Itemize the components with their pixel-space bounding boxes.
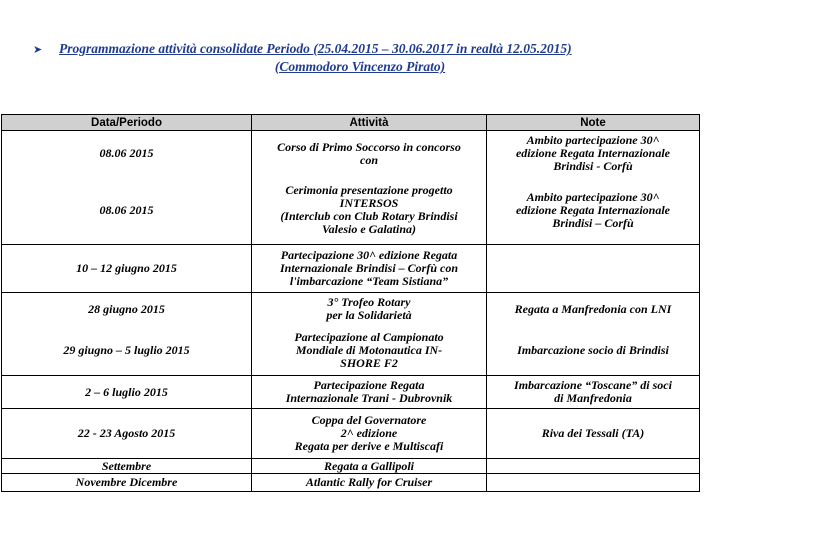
notes-line: Regata a Manfredonia con LNI (514, 301, 672, 316)
heading-subtitle: (Commodoro Vincenzo Pirato) (274, 59, 446, 74)
activity-line: Corso di Primo Soccorso in concorso (277, 139, 461, 154)
activity-line: Coppa del Governatore (311, 413, 427, 427)
notes-line: Brindisi – Corfù (552, 215, 634, 230)
table-row (2, 376, 700, 409)
activity-line: Partecipazione Regata (313, 378, 425, 392)
header-activity: Attività (252, 115, 487, 131)
notes-line: edizione Regata Internazionale (515, 146, 670, 161)
notes-cell (487, 326, 700, 376)
date-cell: 28 giugno 2015 (2, 293, 252, 326)
activity-cell (252, 131, 487, 177)
date-cell: Novembre Dicembre (2, 474, 252, 492)
activity-line: SHORE F2 (340, 355, 398, 370)
schedule-table (1, 114, 700, 492)
activity-cell (252, 459, 487, 474)
activity-cell (252, 177, 487, 245)
table-row (2, 474, 700, 492)
date-cell: 08.06 2015 (2, 177, 252, 245)
date-cell: 08.06 2015 (2, 131, 252, 177)
notes-cell (487, 474, 700, 492)
date-cell: 2 – 6 luglio 2015 (2, 376, 252, 409)
notes-line: Imbarcazione “Toscane” di soci (514, 378, 672, 392)
activity-cell (252, 376, 487, 409)
notes-line: Ambito partecipazione 30^ (526, 189, 660, 204)
activity-line: Regata a Gallipoli (324, 458, 414, 473)
date-cell: 29 giugno – 5 luglio 2015 (2, 326, 252, 376)
activity-line: Internazionale Trani - Dubrovnik (285, 391, 453, 405)
table-row (2, 409, 700, 459)
activity-line: Regata per derive e Multiscafi (294, 439, 444, 453)
activity-cell (252, 326, 487, 376)
notes-cell (487, 177, 700, 245)
activity-cell (252, 474, 487, 492)
header-date: Data/Periodo (2, 115, 252, 131)
table-row (2, 177, 700, 245)
notes-cell (487, 245, 700, 293)
table-row (2, 131, 700, 177)
notes-cell (487, 459, 700, 474)
activity-cell (252, 293, 487, 326)
notes-line: Brindisi - Corfù (553, 159, 633, 174)
notes-cell (487, 131, 700, 177)
activity-line: Internazionale Brindisi – Corfù con (279, 261, 459, 275)
activity-line: Mondiale di Motonautica IN- (295, 342, 443, 357)
activity-line: 3° Trofeo Rotary (327, 295, 411, 310)
notes-line: Imbarcazione socio di Brindisi (517, 342, 669, 357)
activity-line: Valesio e Galatina) (321, 222, 416, 237)
activity-line: per la Solidarietà (326, 308, 412, 323)
table-row (2, 326, 700, 376)
notes-cell (487, 376, 700, 409)
activity-line: Atlantic Rally for Cruiser (305, 475, 433, 489)
notes-cell (487, 293, 700, 326)
table-row (2, 245, 700, 293)
notes-line: Ambito partecipazione 30^ (526, 133, 660, 148)
table-row (2, 293, 700, 326)
activity-line: 2^ edizione (340, 426, 398, 440)
date-cell: 10 – 12 giugno 2015 (2, 245, 252, 293)
date-cell: 22 - 23 Agosto 2015 (2, 409, 252, 459)
activity-line: l'imbarcazione “Team Sistiana” (289, 274, 449, 288)
notes-line: Riva dei Tessali (TA) (541, 426, 645, 440)
activity-line: Cerimonia presentazione progetto (285, 183, 453, 198)
heading-title: Programmazione attività consolidate Periodo (25.04.2015 – 30.06.2017 in realtà 12.05.2015) (59, 41, 572, 56)
activity-line: Partecipazione 30^ edizione Regata (280, 248, 458, 262)
activity-line: INTERSOS (339, 196, 399, 211)
activity-line: con (360, 152, 378, 167)
activity-cell (252, 409, 487, 459)
table-header-row (2, 115, 700, 131)
date-cell: Settembre (2, 459, 252, 474)
notes-line: edizione Regata Internazionale (515, 202, 670, 217)
activity-line: Partecipazione al Campionato (294, 329, 444, 344)
activity-cell (252, 245, 487, 293)
header-notes: Note (487, 115, 700, 131)
notes-line: di Manfredonia (554, 391, 632, 405)
activity-line: (Interclub con Club Rotary Brindisi (280, 209, 458, 224)
arrow-bullet-icon: ➤ (33, 43, 43, 56)
table-row (2, 459, 700, 474)
notes-cell (487, 409, 700, 459)
